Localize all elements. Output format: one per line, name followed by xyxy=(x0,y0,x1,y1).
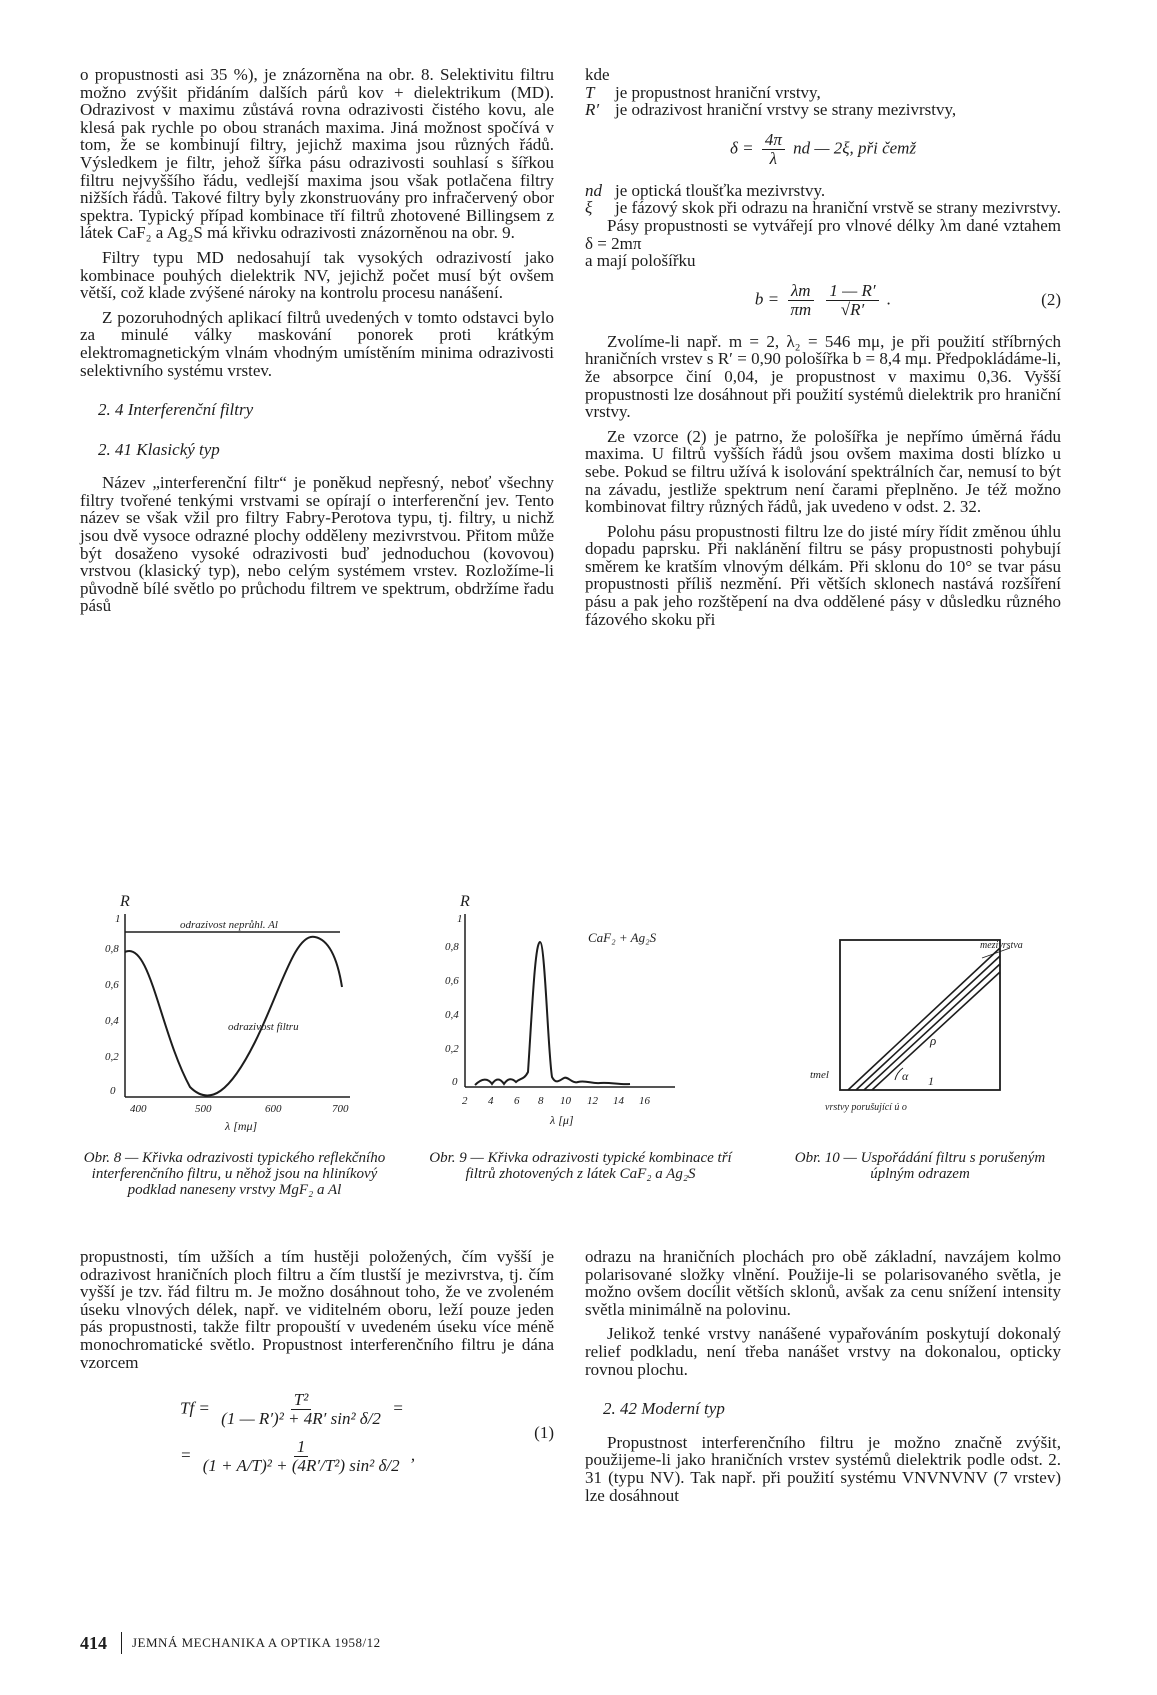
fig9-y-ticks xyxy=(445,913,463,1088)
fig9-x-label: λ [μ] xyxy=(550,1113,574,1127)
fig9-ytick: 1 xyxy=(457,913,463,925)
fig8-y-label: R xyxy=(120,893,130,910)
fig9-xtick: 16 xyxy=(639,1095,650,1107)
fig8-x-label: λ [mμ] xyxy=(225,1119,258,1132)
fig8-ytick: 0,8 xyxy=(105,943,119,955)
fig9-ytick: 0,8 xyxy=(445,941,459,953)
fig9-ytick: 0,6 xyxy=(445,975,459,987)
fig8-label-curve: odrazivost filtru xyxy=(228,1021,299,1033)
fig9-xtick: 12 xyxy=(587,1095,598,1107)
figure-9-caption: Obr. 9 — Křivka odrazivosti typické kombinace tří filtrů zhotovených z látek CaF₂ a Ag₂S xyxy=(429,1150,732,1182)
fig9-xtick: 4 xyxy=(488,1095,494,1107)
paragraph: Zvolíme-li např. m = 2, λ₂ = 546 mμ, je při použití stříbrných hraničních vrstev s R′ = 0,90 pološířka b = 8,4 mμ. Předpokládáme-li, že absorpce činí 0,04, je propustnost v maximu 0,36. Vyšší propustnosti lze dosáhnout při použití systémů dielektrik pro hraniční vrstvy. xyxy=(585,331,1061,422)
fig8-label-top: odrazivost neprůhl. Al xyxy=(180,919,278,931)
figure-8 xyxy=(80,892,370,1132)
paragraph: Propustnost interferenčního filtru je možno značně zvýšit, použijeme-li jako hraničních vrstev systémů dielektrik podle odst. 2. 31 (typu NV). Tak např. při použití systému VNVNVNV (7 vrstev) lze dosáhnout xyxy=(585,1432,1061,1505)
figure-8-caption: Obr. 8 — Křivka odrazivosti typického reflekčního interferenčního filtru, u něhož jsou na hliníkový podklad naneseny vrstvy MgF₂ a Al xyxy=(83,1150,386,1198)
paragraph: Jelikož tenké vrstvy nanášené vypařováním poskytují dokonalý relief podkladu, není třeba nanášet vrstvy na dokonalou, opticky rovnou plochu. xyxy=(585,1324,1061,1379)
fig8-xtick: 500 xyxy=(195,1103,212,1115)
fig8-xtick: 600 xyxy=(265,1103,282,1115)
fig8-curve xyxy=(125,937,342,1096)
paragraph: Název „interferenční filtr“ je poněkud nepřesný, neboť všechny filtry tvořené tenkými vrstvami se opírají o interferenční jev. Tento název se však vžil pro filtry Fabry-Perotova typu, tj. filtry, u nichž jsou dvě vysoce odrazné plochy odděleny mezivrstvou. Přitom může být dosaženo vysoké odrazivosti buď jednoduchou (kovovou) vrstvou (klasický typ), nebo celým systémem vrstev. Rozložíme-li původně bílé světlo po průchodu filtrem ve spektrum, obdržíme řadu pásů xyxy=(80,473,554,616)
right-column-bottom xyxy=(585,1248,1061,1511)
page-footer xyxy=(80,1632,381,1654)
fig8-xtick: 700 xyxy=(332,1103,349,1115)
fig10-label-tmel: tmel xyxy=(810,1069,829,1081)
fig8-ytick: 0,4 xyxy=(105,1015,119,1027)
fig9-xtick: 10 xyxy=(560,1095,571,1107)
fig9-y-label: R xyxy=(460,893,470,910)
figure-9 xyxy=(440,892,700,1132)
fig9-x-ticks xyxy=(462,1095,651,1107)
paragraph: o propustnosti asi 35 %), je znázorněna na obr. 8. Selektivitu filtru možno zvýšit přidáním dalších párů kov + dielektrikum (MD). Odrazivost v maximu zůstává rovna odrazivosti čistého kovu, ale klesá pak rychle po obou stranách maxima. Jiná možnost spočívá v tom, že se kombinují filtry, jejichž maxima jsou různých řádů. Výsledkem je filtr, jehož šířka pásu odrazivosti souhlasí s šířkou filtru nejvyššího řádu, vedlejší maxima jsou však potlačena filtry nižších řádů. Takové filtry byly zkonstruovány pro infračervený obor spektra. Typický případ kombinace tří filtrů zhotovené Billingsem z látek CaF₂ a Ag₂S má křivku odrazivosti znázorněnou na obr. 9. xyxy=(80,65,554,243)
fig9-xtick: 8 xyxy=(538,1095,544,1107)
fig9-xtick: 14 xyxy=(613,1095,624,1107)
definitions-2 xyxy=(585,182,1061,217)
journal-name: JEMNÁ MECHANIKA A OPTIKA 1958/12 xyxy=(132,1635,381,1650)
fig8-xtick: 400 xyxy=(130,1103,147,1115)
fig9-ytick: 0,2 xyxy=(445,1043,459,1055)
fig8-ytick: 0 xyxy=(110,1085,116,1097)
figure-10 xyxy=(800,920,1050,1120)
paragraph: odrazu na hraničních plochách pro obě základní, navzájem kolmo polarisované složky vlnění. Použije-li se polarisovaného světla, je možno ovšem docílit větších sklonů, avšak za cenu snížení intensity světla minimálně na polovinu. xyxy=(585,1247,1061,1319)
fig10-label-rho: ρ xyxy=(930,1033,937,1048)
left-column-top xyxy=(80,66,554,622)
fig10-label-one: 1 xyxy=(928,1074,934,1088)
equation-1: Tf = $\frac{\text{T²}}{\text{(1 — R′)² + 4R′ sin² δ/2}}$ = = $\frac{1}{\text{(1 + A/T)² + (4R′/T²) sin² δ/2}}$ , (1) xyxy=(180,1390,554,1476)
fig8-ytick: 0,2 xyxy=(105,1051,119,1063)
fig9-xtick: 2 xyxy=(462,1095,468,1107)
page-number: 414 xyxy=(80,1632,107,1653)
equation-2: b = $\frac{\lambda m}{\pi m}$ $\frac{1 — R'}{√R'}$ . (2) xyxy=(754,280,1061,319)
fig10-label-mezivrstva: mezivrstva xyxy=(980,940,1023,951)
definition-nd: nd je optická tloušťka mezivrstvy. xyxy=(585,180,826,200)
paragraph: Polohu pásu propustnosti filtru lze do jisté míry řídit změnou úhlu dopadu paprsku. Při naklánění filtru se pásy propustnosti pohybují směrem ke kratším vlnovým délkám. Při sklonu do 10° se tvar pásu propustnosti příliš nezmění. Při větších sklonech nastává rozšíření pásu a pak jeho rozštěpení na dva oddělené pásy v důsledku různého fázového skoku při xyxy=(585,521,1061,629)
fig8-x-ticks xyxy=(130,1103,349,1115)
paragraph: Z pozoruhodných aplikací filtrů uvedených v tomto odstavci bylo za minulé války maskování ponorek proti krátkým elektromagnetickým vlnám vhodným umístěním minima odrazivosti selektivního systému vrstev. xyxy=(80,307,554,380)
section-heading-2-42: 2. 42 Moderní typ xyxy=(603,1399,725,1419)
definition-R: R′ je odrazivost hraniční vrstvy se strany mezivrstvy, xyxy=(585,100,957,120)
left-column-bottom xyxy=(80,1248,554,1489)
word-kde: kde xyxy=(585,65,610,84)
paragraph: Pásy propustnosti se vytvářejí pro vlnové délky λm dané vztahem δ = 2mπ xyxy=(585,215,1061,253)
figure-10-caption: Obr. 10 — Uspořádání filtru s porušeným úplným odrazem xyxy=(794,1150,1046,1182)
equation-number: (2) xyxy=(1041,290,1061,310)
fig9-curve xyxy=(475,942,630,1085)
footer-divider xyxy=(121,1632,122,1654)
fig10-label-alpha: α xyxy=(902,1069,909,1083)
fig8-y-ticks xyxy=(105,913,121,1097)
paragraph: propustnosti, tím užších a tím hustěji položených, čím vyšší je odrazivost hraničních ploch filtru a čím tlustší je mezivrstva, tj. čím vyšší je tzv. řád filtru m. Je možno dosáhnout toho, že ve zvoleném úseku vlnových délek, např. ve viditelném oboru, leží pouze jeden pás propustnosti, takže filtr propouští v uvedeném úseku více méně monochromatické světlo. Propustnost interferenčního filtru je dána vzorcem xyxy=(80,1247,554,1372)
fig9-ytick: 0 xyxy=(452,1076,458,1088)
right-column-top xyxy=(585,66,1061,635)
section-heading-2-41: 2. 41 Klasický typ xyxy=(98,439,220,459)
fig9-ytick: 0,4 xyxy=(445,1009,459,1021)
equation-delta: δ = $\frac{4\pi}{\lambda}$ nd — 2ξ, při čemž xyxy=(729,129,917,168)
equation-number: (1) xyxy=(534,1423,554,1443)
fig10-prism-box xyxy=(840,940,1000,1090)
paragraph: a mají pološířku xyxy=(585,251,696,271)
fig8-ytick: 1 xyxy=(115,913,121,925)
paragraph: Filtry typu MD nedosahují tak vysokých odrazivostí jako kombinace pouhých dielektrik NV, jejichž počet musí být ovšem větší, což klade zvýšené nároky na kontrolu procesu nanášení. xyxy=(80,247,554,303)
section-heading-2-4: 2. 4 Interferenční filtry xyxy=(98,400,254,420)
fig8-ytick: 0,6 xyxy=(105,979,119,991)
fig9-label-curve: CaF₂ + Ag₂S xyxy=(588,930,657,945)
fig9-xtick: 6 xyxy=(514,1095,520,1107)
definition-xi: ξ je fázový skok při odrazu na hraniční vrstvě se strany mezivrstvy. xyxy=(585,198,1061,218)
definition-T: T je propustnost hraniční vrstvy, xyxy=(585,82,821,102)
fig10-label-bottom: vrstvy porušující ú o xyxy=(825,1102,907,1113)
definitions xyxy=(585,66,1061,119)
paragraph: Ze vzorce (2) je patrno, že pološířka je nepřímo úměrná řádu maxima. U filtrů vyšších řádů jsou ovšem maxima dosti blízko u sebe. Pokud se filtru užívá k isolování spektrálních čar, nemusí to být na závadu, jestliže spektrum není čarami přeplněno. Je též možno kombinovat filtry různých řádů, jak uvedeno v odst. 2. 32. xyxy=(585,426,1061,517)
